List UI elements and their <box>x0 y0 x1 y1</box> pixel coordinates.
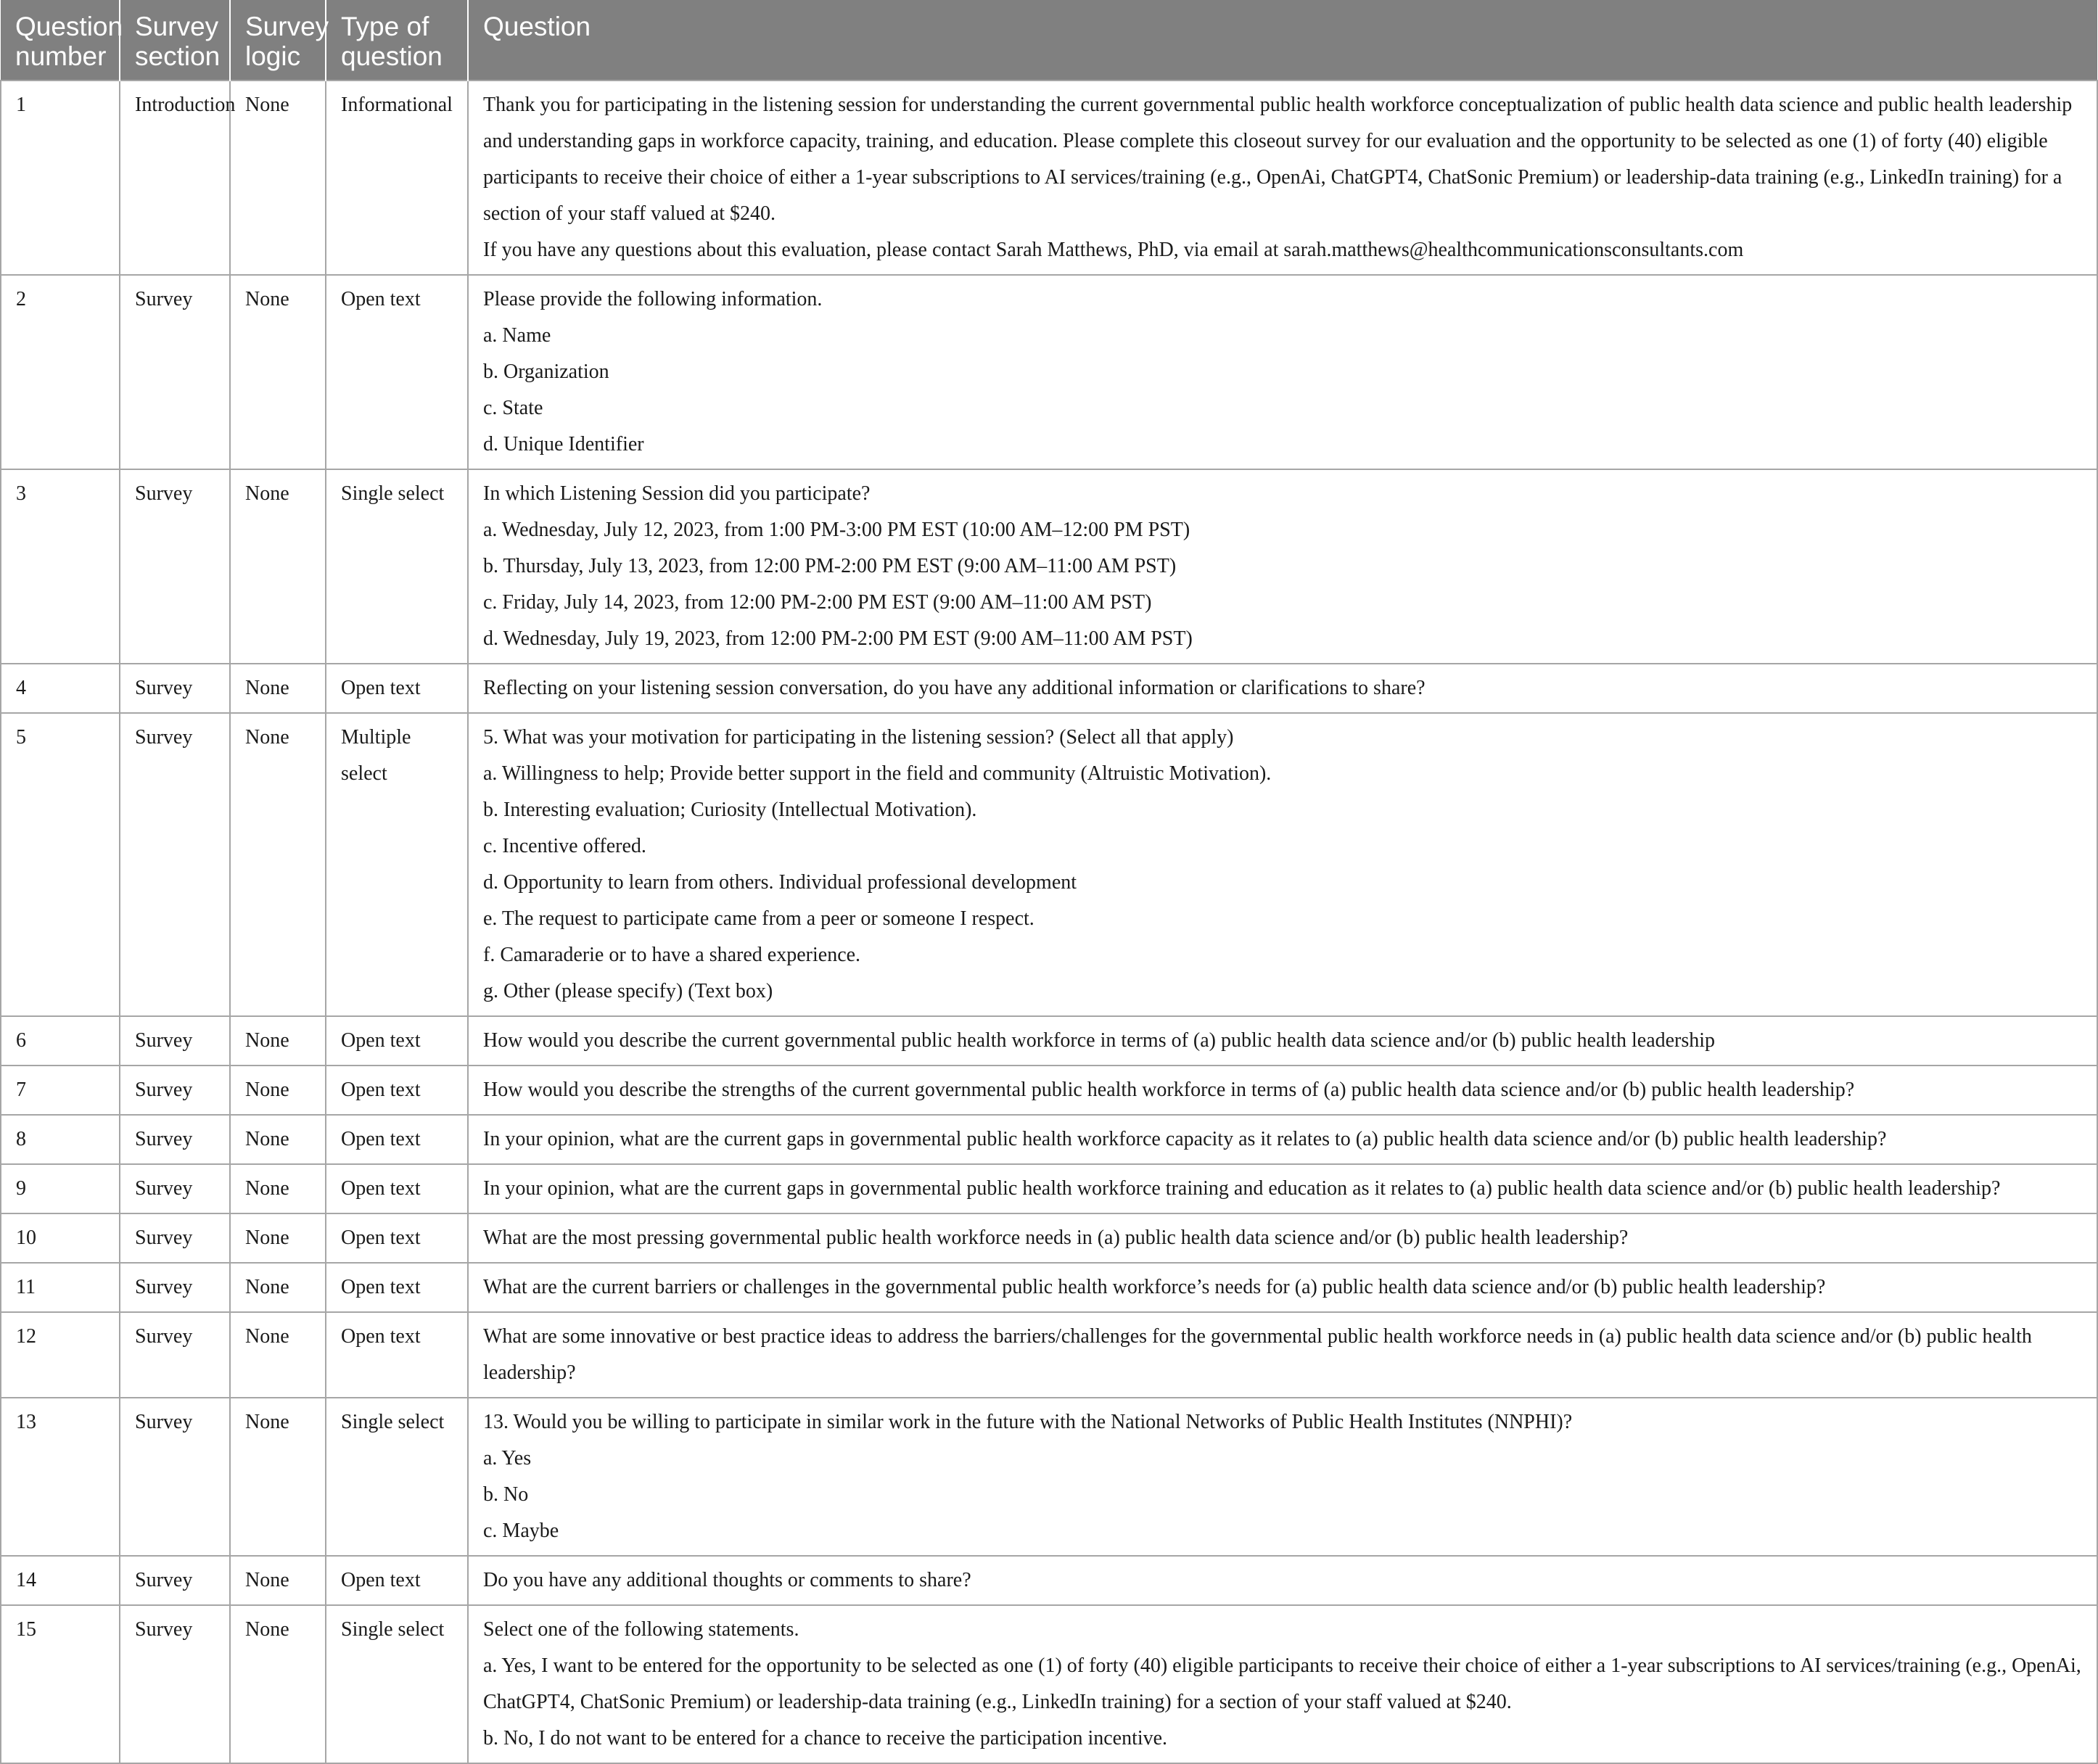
table-row <box>1 469 2097 664</box>
table-row <box>1 1016 2097 1066</box>
survey-section-cell: Introduction <box>120 81 230 275</box>
survey-logic-cell: None <box>230 1213 326 1263</box>
question-text-cell <box>468 275 2097 469</box>
question-text-cell <box>468 469 2097 664</box>
survey-logic-cell: None <box>230 1115 326 1164</box>
survey-logic-cell: None <box>230 713 326 1016</box>
question-number-cell: 10 <box>1 1213 120 1263</box>
survey-section-cell: Survey <box>120 1312 230 1398</box>
question-line: c. Friday, July 14, 2023, from 12:00 PM-2:00 PM EST (9:00 AM–11:00 AM PST) <box>483 591 1152 614</box>
question-line: What are the most pressing governmental public health workforce needs in (a) public health data science and/or (b) public health leadership? <box>483 1227 1629 1249</box>
question-line: Select one of the following statements. <box>483 1618 799 1641</box>
question-line: g. Other (please specify) (Text box) <box>483 980 773 1002</box>
question-number-cell: 3 <box>1 469 120 664</box>
question-text-cell <box>468 1263 2097 1312</box>
survey-logic-cell: None <box>230 1164 326 1213</box>
survey-logic-cell: None <box>230 275 326 469</box>
survey-logic-cell: None <box>230 1398 326 1556</box>
survey-section-cell: Survey <box>120 1398 230 1556</box>
question-type-cell: Open text <box>326 1263 468 1312</box>
survey-section-cell: Survey <box>120 1066 230 1115</box>
question-number-cell: 5 <box>1 713 120 1016</box>
header-survey-section: Survey section <box>120 0 230 81</box>
table-row <box>1 1312 2097 1398</box>
survey-logic-cell: None <box>230 664 326 713</box>
question-number-cell: 12 <box>1 1312 120 1398</box>
survey-logic-cell: None <box>230 1066 326 1115</box>
table-row <box>1 713 2097 1016</box>
survey-section-cell: Survey <box>120 1263 230 1312</box>
question-number-cell: 4 <box>1 664 120 713</box>
question-number-cell: 11 <box>1 1263 120 1312</box>
survey-section-cell: Survey <box>120 1556 230 1605</box>
table-row <box>1 1556 2097 1605</box>
question-line: a. Willingness to help; Provide better support in the field and community (Altruistic Motivation). <box>483 762 1272 785</box>
question-text-cell <box>468 713 2097 1016</box>
question-type-cell: Multiple select <box>326 713 468 1016</box>
question-text-cell <box>468 664 2097 713</box>
question-number-cell: 13 <box>1 1398 120 1556</box>
question-line: Reflecting on your listening session conversation, do you have any additional information or clarifications to share? <box>483 677 1426 699</box>
question-number-cell: 9 <box>1 1164 120 1213</box>
question-line: a. Yes, I want to be entered for the opportunity to be selected as one (1) of forty (40) eligible participants to receive their choice of either a 1-year subscriptions to AI services/training (e.g., OpenAi, ChatGPT4, ChatSonic Premium) or leadership-data training (e.g., LinkedIn training) for a section of your staff valued at $240. <box>483 1654 2081 1713</box>
question-number-cell: 2 <box>1 275 120 469</box>
question-type-cell: Single select <box>326 1605 468 1763</box>
question-type-cell: Open text <box>326 1164 468 1213</box>
question-text-cell <box>468 1312 2097 1398</box>
question-line: In which Listening Session did you participate? <box>483 482 871 505</box>
survey-logic-cell: None <box>230 1263 326 1312</box>
question-line: f. Camaraderie or to have a shared experience. <box>483 944 861 966</box>
header-row <box>1 0 2097 81</box>
question-type-cell: Single select <box>326 1398 468 1556</box>
question-type-cell: Open text <box>326 664 468 713</box>
question-line: b. No, I do not want to be entered for a chance to receive the participation incentive. <box>483 1727 1168 1749</box>
question-type-cell: Open text <box>326 1556 468 1605</box>
question-type-cell: Open text <box>326 1312 468 1398</box>
question-line: If you have any questions about this evaluation, please contact Sarah Matthews, PhD, via email at sarah.matthews@healthcommunicationsconsultants.com <box>483 239 1744 261</box>
header-question-number: Question number <box>1 0 120 81</box>
question-text-cell <box>468 1605 2097 1763</box>
header-type-of-question: Type of question <box>326 0 468 81</box>
question-type-cell: Open text <box>326 1066 468 1115</box>
survey-logic-cell: None <box>230 1312 326 1398</box>
survey-section-cell: Survey <box>120 1213 230 1263</box>
question-line: a. Wednesday, July 12, 2023, from 1:00 PM-3:00 PM EST (10:00 AM–12:00 PM PST) <box>483 519 1190 541</box>
survey-section-cell: Survey <box>120 1115 230 1164</box>
question-type-cell: Open text <box>326 1016 468 1066</box>
question-number-cell: 6 <box>1 1016 120 1066</box>
question-text-cell <box>468 1556 2097 1605</box>
survey-section-cell: Survey <box>120 664 230 713</box>
question-line: 13. Would you be willing to participate in similar work in the future with the National Networks of Public Health Institutes (NNPHI)? <box>483 1411 1573 1433</box>
question-line: d. Wednesday, July 19, 2023, from 12:00 PM-2:00 PM EST (9:00 AM–11:00 AM PST) <box>483 627 1193 650</box>
header-survey-logic: Survey logic <box>230 0 326 81</box>
question-text-cell <box>468 1213 2097 1263</box>
question-line: How would you describe the strengths of the current governmental public health workforce in terms of (a) public health data science and/or (b) public health leadership? <box>483 1079 1855 1101</box>
table-row <box>1 1115 2097 1164</box>
question-text-cell <box>468 1016 2097 1066</box>
table-row <box>1 275 2097 469</box>
table-row <box>1 1605 2097 1763</box>
question-line: In your opinion, what are the current gaps in governmental public health workforce capacity as it relates to (a) public health data science and/or (b) public health leadership? <box>483 1128 1887 1150</box>
question-number-cell: 15 <box>1 1605 120 1763</box>
survey-section-cell: Survey <box>120 1605 230 1763</box>
survey-section-cell: Survey <box>120 1016 230 1066</box>
question-line: Thank you for participating in the listening session for understanding the current governmental public health workforce conceptualization of public health data science and public health leadership and understanding gaps in workforce capacity, training, and education. Please complete this closeout survey for our evaluation and the opportunity to be selected as one (1) of forty (40) eligible participants to receive their choice of either a 1-year subscriptions to AI services/training (e.g., OpenAi, ChatGPT4, ChatSonic Premium) or leadership-data training (e.g., LinkedIn training) for a section of your staff valued at $240. <box>483 94 2073 225</box>
question-line: What are the current barriers or challenges in the governmental public health workforce’s needs for (a) public health data science and/or (b) public health leadership? <box>483 1276 1826 1298</box>
survey-logic-cell: None <box>230 1605 326 1763</box>
question-text-cell <box>468 1066 2097 1115</box>
table-row <box>1 1213 2097 1263</box>
table-row <box>1 664 2097 713</box>
question-text-cell <box>468 1115 2097 1164</box>
question-line: d. Unique Identifier <box>483 433 644 456</box>
question-line: In your opinion, what are the current gaps in governmental public health workforce training and education as it relates to (a) public health data science and/or (b) public health leadership? <box>483 1177 2001 1200</box>
question-line: b. No <box>483 1483 529 1506</box>
question-number-cell: 7 <box>1 1066 120 1115</box>
question-line: b. Thursday, July 13, 2023, from 12:00 PM-2:00 PM EST (9:00 AM–11:00 AM PST) <box>483 555 1177 577</box>
question-line: a. Yes <box>483 1447 532 1470</box>
question-line: What are some innovative or best practice ideas to address the barriers/challenges for the governmental public health workforce needs in (a) public health data science and/or (b) public health leadership? <box>483 1325 2032 1384</box>
question-text-cell <box>468 1398 2097 1556</box>
question-line: 5. What was your motivation for participating in the listening session? (Select all that apply) <box>483 726 1234 749</box>
question-number-cell: 14 <box>1 1556 120 1605</box>
question-type-cell: Open text <box>326 1115 468 1164</box>
question-line: e. The request to participate came from a peer or someone I respect. <box>483 907 1034 930</box>
survey-logic-cell: None <box>230 469 326 664</box>
survey-logic-cell: None <box>230 81 326 275</box>
question-line: a. Name <box>483 324 551 347</box>
question-line: d. Opportunity to learn from others. Individual professional development <box>483 871 1077 894</box>
question-type-cell: Single select <box>326 469 468 664</box>
question-line: b. Interesting evaluation; Curiosity (Intellectual Motivation). <box>483 799 977 821</box>
survey-section-cell: Survey <box>120 275 230 469</box>
table-row <box>1 1164 2097 1213</box>
table-row <box>1 1066 2097 1115</box>
survey-section-cell: Survey <box>120 713 230 1016</box>
question-type-cell: Open text <box>326 1213 468 1263</box>
question-line: c. Incentive offered. <box>483 835 646 857</box>
question-line: Please provide the following information. <box>483 288 823 310</box>
table-row <box>1 1398 2097 1556</box>
survey-section-cell: Survey <box>120 469 230 664</box>
survey-section-cell: Survey <box>120 1164 230 1213</box>
question-line: How would you describe the current governmental public health workforce in terms of (a) public health data science and/or (b) public health leadership <box>483 1029 1716 1052</box>
question-text-cell <box>468 81 2097 275</box>
table-row <box>1 81 2097 275</box>
header-question: Question <box>468 0 2097 81</box>
question-type-cell: Informational <box>326 81 468 275</box>
question-line: Do you have any additional thoughts or comments to share? <box>483 1569 971 1591</box>
survey-logic-cell: None <box>230 1016 326 1066</box>
table-row <box>1 1263 2097 1312</box>
survey-logic-cell: None <box>230 1556 326 1605</box>
question-line: c. State <box>483 397 543 419</box>
table-body <box>1 81 2097 1763</box>
question-text-cell <box>468 1164 2097 1213</box>
question-line: b. Organization <box>483 360 609 383</box>
question-number-cell: 1 <box>1 81 120 275</box>
question-type-cell: Open text <box>326 275 468 469</box>
question-line: c. Maybe <box>483 1520 559 1542</box>
table-header <box>1 0 2097 81</box>
question-number-cell: 8 <box>1 1115 120 1164</box>
